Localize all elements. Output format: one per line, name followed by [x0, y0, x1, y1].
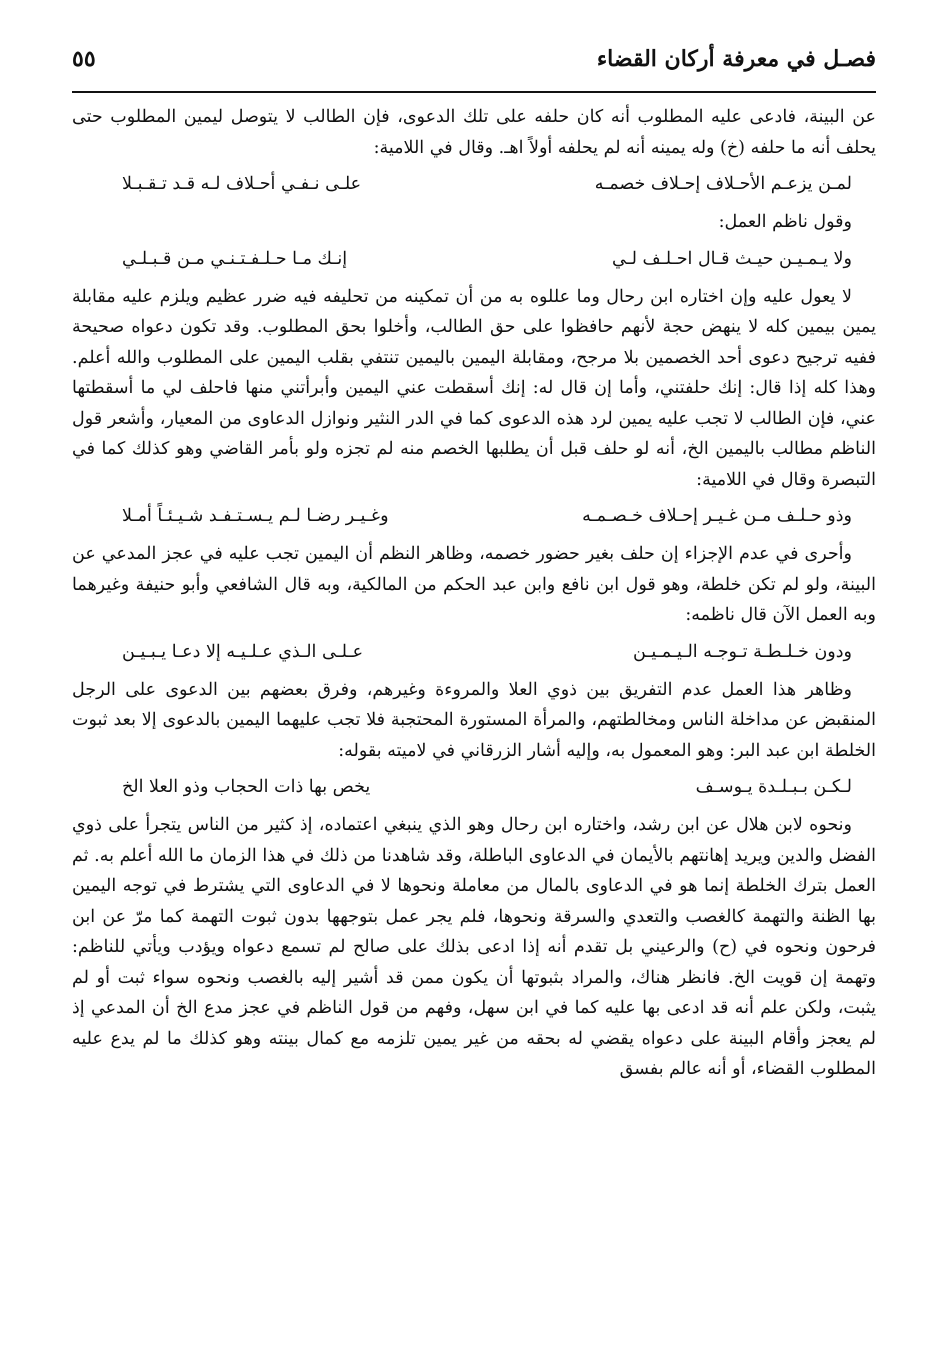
- page-body: [72, 102, 876, 1085]
- verse-line: [72, 238, 876, 282]
- page-number: ٥٥: [72, 46, 96, 72]
- paragraph: وأحرى في عدم الإجزاء إن حلف بغير حضور خصمه، وظاهر النظم أن اليمين تجب عليه في عجز المدعي عن البينة، ولو لم تكن خلطة، وهو قول ابن نافع وابن عبد الحكم من المالكية، وبه قال الشافعي وأبو حنيفة وغيرهما وبه العمل الآن قال ناظمه:: [72, 544, 876, 625]
- running-header: [72, 44, 876, 84]
- paragraph: ونحوه لابن هلال عن ابن رشد، واختاره ابن رحال وهو الذي ينبغي اعتماده، إذ كثير من الناس يتجرأ على ذوي الفضل والدين ويريد إهانتهم بالأيمان في الدعاوى الباطلة، وقد شاهدنا من ذلك في هذا الزمان ما الله أعلم به. ثم العمل بترك الخلطة إنما هو في الدعاوى بالمال من معاملة ونحوها لا في الدعاوى التي يشترط في توجه اليمين بها الظنة والتهمة كالغصب والتعدي والسرقة ونحوها، فلم يجر عمل بتوجهها بدون ثبوت التهمة كما مرّ عن ابن فرحون ونحوه في (ح) والرعيني بل تقدم أنه إذا ادعى بذلك على صالح لم تسمع دعواه ويؤدب ويأتي للناظم: وتهمة إن قويت الخ. فانظر هناك، والمراد بثبوتها أن يكون ممن قد أشير إليه بالغصب ونحوه سواء ثبت أو لم يثبت، ولكن علم أنه قد ادعى بها عليه كما في ابن سهل، وفهم من قول الناظم في عجز مدع الخ أن المدعي إذ لم يعجز وأقام البينة على دعواه يقضي له بحقه من غير يمين تلزمه مع كمال بينته وهو كذلك ما لم يدع عليه المطلوب القضاء، أو أنه عالم بفسق: [72, 815, 876, 1079]
- verse-line: [72, 495, 876, 539]
- verse-second-hemistich: علـى نـفـي أحـلاف لـه قـد تـقـبـلا: [122, 174, 362, 194]
- verse-second-hemistich: وغـيـر رضـا لـم يـسـتـفـد شـيـئـاً أمـلا: [122, 506, 389, 526]
- verse-first-hemistich: لـكـن بـبـلـدة يـوسـف: [695, 777, 852, 797]
- verse-line: [72, 631, 876, 675]
- verse-first-hemistich: ودون خـلـطـة تـوجـه الـيـمـيـن: [632, 641, 852, 662]
- paragraph: عن البينة، فادعى عليه المطلوب أنه كان حلفه على تلك الدعوى، فإن الطالب لا يتوصل ليمين المطلوب حتى يحلف أنه ما حلفه (خ) وله يمينه أنه لم يحلفه أولاً اهـ. وقال في اللامية:: [72, 107, 876, 158]
- header-rule: [72, 91, 876, 93]
- verse-first-hemistich: لمـن يزعـم الأحـلاف إحـلاف خصمـه: [594, 174, 852, 194]
- paragraph: لا يعول عليه وإن اختاره ابن رحال وما عللوه به من أن تمكينه من تحليفه فيه ضرر عظيم ويلزم عليه مقابلة يمين بيمين كله لا ينهض حجة لأنهم حافظوا على حق الطالب، وأخلوا بحق المطلوب. وقد تكون دعواه صحيحة ففيه ترجيح دعوى أحد الخصمين بلا مرجح، ومقابلة اليمين باليمين تنتفي بقلب اليمين على المطلوب والله أعلم. وهذا كله إذا قال: إنك حلفتني، وأما إن قال له: إنك أسقطت عني اليمين وأبرأتني منها فاحلف لي ما أسقطتها عني، فإن الطالب لا تجب عليه يمين لرد هذه الدعوى كما في الدر النثير ونوازل الدعاوى من المعيار، وأشعر قول الناظم مطالب باليمين الخ، أنه لو حلف قبل أن يطلبها الخصم منه لم تجزه ولو بأمر القاضي وهو كذلك كما في التبصرة وقال في اللامية:: [72, 286, 876, 490]
- verse-second-hemistich: إنـك مـا حـلـفـتـنـي مـن قـبـلـي: [122, 248, 348, 269]
- paragraph: وظاهر هذا العمل عدم التفريق بين ذوي العلا والمروءة وغيرهم، وفرق بعضهم بين الدعوى على الرجل المنقبض عن مداخلة الناس ومخالطتهم، والمرأة المستورة المحتجبة فلا تجب عليهما اليمين بالدعوى إلا بعد ثبوت الخلطة ابن عبد البر: وهو المعمول به، وإليه أشار الزرقاني في لاميته بقوله:: [72, 679, 876, 761]
- verse-second-hemistich: يخص بها ذات الحجاب وذو العلا الخ: [122, 777, 371, 797]
- chapter-title: فصـل في معرفة أركان القضاء: [596, 46, 876, 72]
- verse-line: [72, 163, 876, 207]
- verse-first-hemistich: وذو حـلـف مـن غـيـر إحـلاف خـصـمـه: [582, 506, 852, 526]
- verse-second-hemistich: عـلـى الـذي عـلـيـه إلا دعـا يـبـيـن: [122, 641, 364, 662]
- paragraph: وقول ناظم العمل:: [718, 212, 852, 232]
- verse-line: [72, 766, 876, 810]
- verse-first-hemistich: ولا يـمـيـن حيـث قـال احـلـف لـي: [611, 248, 852, 269]
